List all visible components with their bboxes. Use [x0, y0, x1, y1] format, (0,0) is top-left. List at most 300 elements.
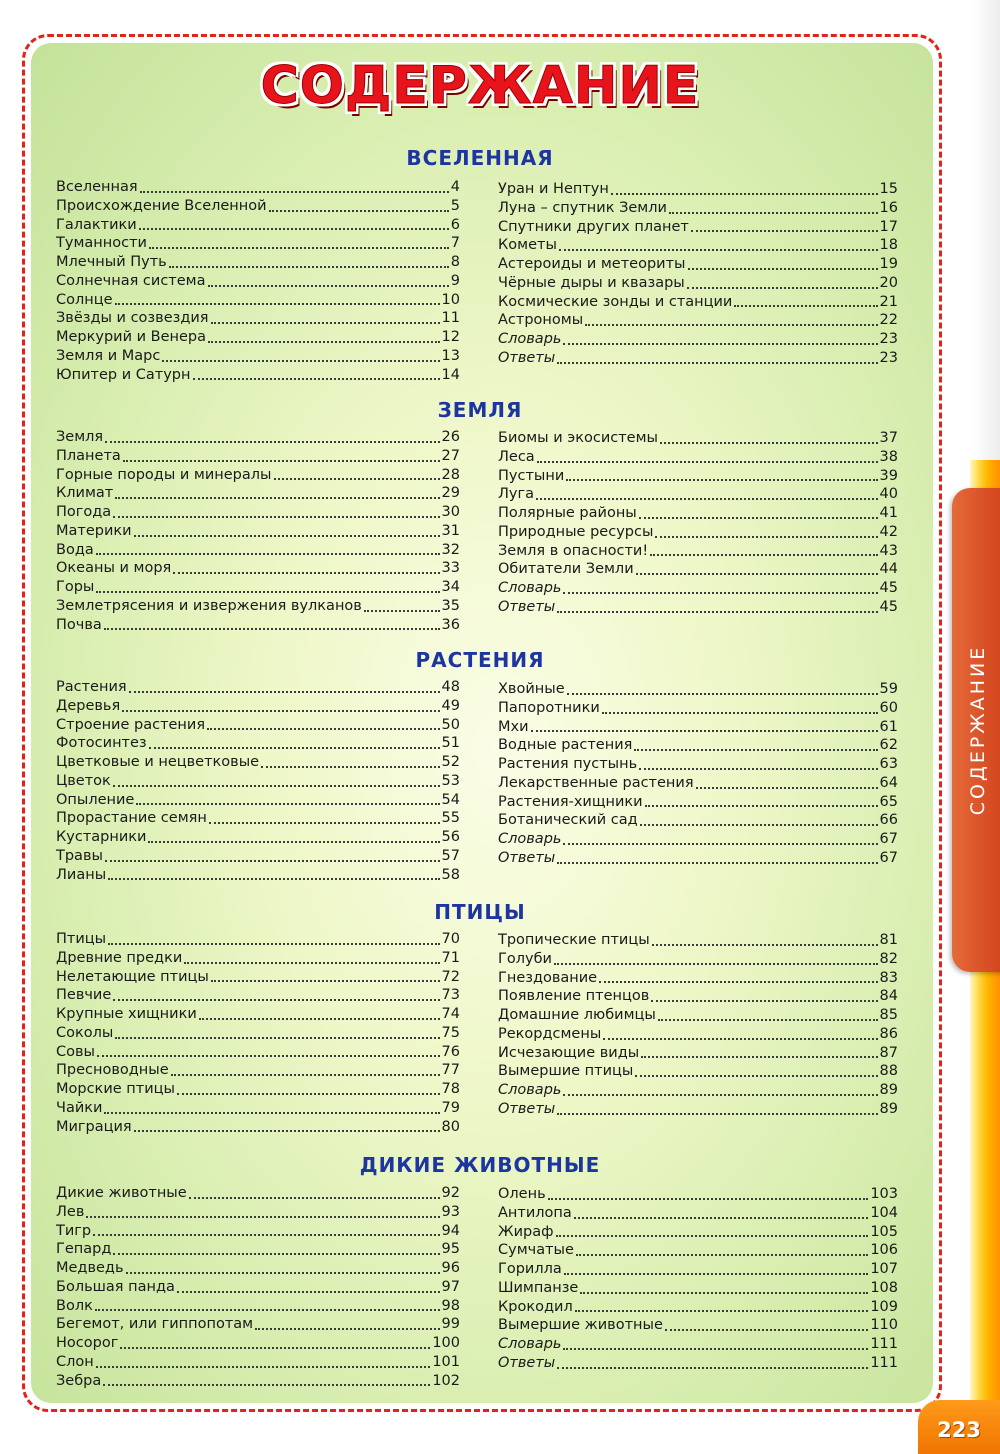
toc-entry[interactable]	[498, 448, 898, 467]
toc-entry[interactable]	[498, 218, 898, 237]
toc-entry-page: 92	[441, 1185, 460, 1201]
toc-entry[interactable]	[56, 1099, 460, 1118]
toc-entry-title: Космические зонды и станции	[498, 293, 733, 310]
toc-entry-page: 89	[879, 1100, 898, 1117]
toc-entry[interactable]	[56, 772, 460, 791]
toc-leader-dots	[636, 572, 878, 575]
toc-entry[interactable]	[498, 1185, 898, 1204]
toc-leader-dots	[640, 823, 878, 826]
toc-entry[interactable]	[56, 1024, 460, 1043]
toc-entry-page: 51	[441, 735, 460, 752]
toc-entry[interactable]	[56, 178, 460, 197]
toc-entry[interactable]	[498, 579, 898, 598]
toc-entry[interactable]	[56, 1043, 460, 1062]
toc-entry-page: 109	[870, 1298, 898, 1315]
toc-leader-dots	[563, 842, 877, 845]
toc-entry-page: 8	[450, 254, 460, 270]
toc-entry-page: 33	[441, 560, 460, 577]
toc-entry[interactable]	[498, 199, 898, 218]
toc-entry-title: Исчезающие виды	[498, 1044, 640, 1061]
toc-entry-title: Земля и Марс	[56, 347, 161, 364]
toc-entry[interactable]	[56, 197, 460, 216]
toc-entry[interactable]	[56, 716, 460, 735]
toc-leader-dots	[665, 1328, 868, 1331]
toc-leader-dots	[274, 477, 440, 480]
toc-entry-title: Миграция	[56, 1118, 132, 1135]
toc-entry-page: 98	[441, 1297, 460, 1314]
toc-entry-page: 26	[441, 429, 460, 445]
toc-entry[interactable]	[498, 1335, 898, 1354]
toc-entry[interactable]	[56, 253, 460, 272]
toc-entry-page: 57	[441, 847, 460, 864]
toc-entry-title: Ботанический сад	[498, 812, 638, 829]
toc-entry[interactable]	[56, 791, 460, 810]
toc-entry-page: 29	[441, 485, 460, 502]
toc-entry[interactable]	[498, 467, 898, 486]
toc-leader-dots	[177, 1290, 440, 1293]
toc-entry[interactable]	[498, 274, 898, 293]
toc-entry[interactable]	[56, 1372, 460, 1391]
toc-entry[interactable]	[498, 349, 898, 368]
toc-entry[interactable]	[56, 1240, 460, 1259]
toc-entry-page: 95	[441, 1241, 460, 1258]
toc-entry-title: Природные ресурсы	[498, 523, 654, 540]
toc-entry-page: 40	[879, 486, 898, 503]
toc-entry-title: Уран и Нептун	[498, 181, 609, 197]
toc-leader-dots	[95, 1308, 440, 1311]
toc-entry[interactable]	[498, 1062, 898, 1081]
toc-entry-title: Вода	[56, 541, 94, 558]
toc-entry-page: 80	[441, 1118, 460, 1135]
toc-entry[interactable]	[498, 931, 898, 950]
toc-leader-dots	[209, 821, 440, 824]
toc-entry[interactable]	[56, 272, 460, 291]
toc-leader-dots	[650, 553, 877, 556]
toc-entry-page: 75	[441, 1024, 460, 1041]
toc-entry-page: 44	[879, 561, 898, 578]
toc-entry-title: Цветок	[56, 772, 111, 789]
toc-entry-title: Словарь	[498, 580, 562, 596]
toc-column-left	[56, 428, 460, 634]
toc-entry-page: 50	[441, 716, 460, 733]
toc-entry[interactable]	[498, 830, 898, 849]
toc-entry[interactable]	[56, 1184, 460, 1203]
toc-entry[interactable]	[56, 1353, 460, 1372]
toc-entry-page: 96	[441, 1260, 460, 1276]
toc-entry[interactable]	[56, 809, 460, 828]
toc-entry[interactable]	[56, 447, 460, 466]
toc-entry[interactable]	[498, 1279, 898, 1298]
section-title: ЗЕМЛЯ	[437, 398, 523, 422]
toc-leader-dots	[177, 1092, 440, 1095]
toc-leader-dots	[134, 534, 440, 537]
toc-leader-dots	[207, 727, 439, 730]
toc-entry[interactable]	[498, 680, 898, 699]
toc-entry-page: 21	[879, 293, 898, 310]
toc-entry-page: 70	[441, 931, 460, 947]
toc-entry-page: 66	[879, 812, 898, 829]
toc-leader-dots	[149, 746, 440, 749]
toc-leader-dots	[575, 1309, 869, 1312]
toc-entry-title: Сумчатые	[498, 1242, 574, 1259]
toc-entry[interactable]	[498, 485, 898, 504]
toc-leader-dots	[93, 1233, 439, 1236]
toc-leader-dots	[113, 784, 440, 787]
toc-entry-page: 36	[441, 616, 460, 633]
toc-entry-title: Жираф	[498, 1223, 554, 1240]
toc-entry-page: 38	[879, 448, 898, 465]
toc-entry-page: 111	[870, 1336, 898, 1352]
toc-entry[interactable]	[498, 969, 898, 988]
toc-entry-page: 45	[879, 580, 898, 596]
toc-entry-page: 5	[450, 197, 460, 214]
toc-leader-dots	[563, 342, 877, 345]
toc-entry[interactable]	[498, 1260, 898, 1279]
toc-leader-dots	[104, 627, 440, 630]
toc-leader-dots	[557, 1112, 877, 1115]
toc-entry-title: Цветковые и нецветковые	[56, 754, 260, 770]
toc-entry[interactable]	[498, 523, 898, 542]
toc-entry[interactable]	[498, 504, 898, 523]
toc-entry[interactable]	[56, 968, 460, 987]
toc-entry-title: Шимпанзе	[498, 1279, 579, 1296]
toc-leader-dots	[211, 321, 440, 324]
toc-leader-dots	[576, 1253, 868, 1256]
toc-leader-dots	[96, 1365, 431, 1368]
toc-entry[interactable]	[56, 291, 460, 310]
toc-entry[interactable]	[498, 987, 898, 1006]
toc-entry-title: Певчие	[56, 987, 112, 1004]
toc-entry-title: Астрономы	[498, 312, 584, 329]
toc-entry[interactable]	[498, 180, 898, 199]
toc-column-right	[498, 680, 898, 868]
toc-entry-page: 9	[450, 272, 460, 289]
toc-entry[interactable]	[56, 1278, 460, 1297]
toc-entry[interactable]	[56, 541, 460, 560]
toc-leader-dots	[734, 304, 877, 307]
toc-leader-dots	[113, 998, 439, 1001]
toc-entry-title: Горы	[56, 579, 95, 595]
toc-leader-dots	[139, 227, 449, 230]
toc-entry[interactable]	[56, 986, 460, 1005]
toc-entry[interactable]	[498, 1025, 898, 1044]
toc-column-left	[56, 930, 460, 1136]
toc-entry-page: 76	[441, 1043, 460, 1060]
toc-entry[interactable]	[56, 578, 460, 597]
toc-entry[interactable]	[498, 330, 898, 349]
toc-entry-title: Большая панда	[56, 1278, 175, 1295]
toc-entry-page: 32	[441, 541, 460, 558]
toc-entry-page: 16	[879, 199, 898, 216]
toc-entry[interactable]	[56, 616, 460, 635]
toc-entry-title: Гнездование	[498, 969, 598, 986]
toc-leader-dots	[563, 1347, 868, 1350]
toc-entry-page: 54	[441, 791, 460, 808]
toc-entry-page: 43	[879, 542, 898, 559]
toc-entry-page: 10	[441, 291, 460, 308]
toc-entry[interactable]	[498, 1354, 898, 1373]
toc-entry-title: Ответы	[498, 849, 556, 866]
toc-leader-dots	[123, 459, 440, 462]
toc-entry-page: 41	[879, 505, 898, 521]
toc-entry-title: Гепард	[56, 1241, 112, 1258]
toc-leader-dots	[557, 610, 877, 613]
toc-entry[interactable]	[498, 1100, 898, 1119]
toc-leader-dots	[115, 302, 440, 305]
toc-entry-page: 7	[450, 235, 460, 252]
toc-entry[interactable]	[498, 1204, 898, 1223]
toc-entry[interactable]	[498, 293, 898, 312]
toc-entry-page: 65	[879, 793, 898, 810]
toc-entry-page: 67	[879, 831, 898, 847]
toc-entry[interactable]	[498, 849, 898, 868]
toc-leader-dots	[548, 1197, 869, 1200]
toc-entry-page: 82	[879, 950, 898, 967]
toc-leader-dots	[557, 1366, 868, 1369]
toc-entry[interactable]	[498, 950, 898, 969]
toc-leader-dots	[651, 999, 877, 1002]
toc-entry[interactable]	[56, 847, 460, 866]
toc-entry[interactable]	[56, 949, 460, 968]
toc-leader-dots	[173, 571, 439, 574]
toc-entry-title: Биомы и экосистемы	[498, 430, 658, 446]
section-title: РАСТЕНИЯ	[415, 648, 545, 672]
toc-entry-title: Леса	[498, 448, 535, 465]
toc-column-right	[498, 180, 898, 368]
toc-entry-title: Голуби	[498, 950, 552, 967]
toc-entry-title: Океаны и моря	[56, 560, 172, 577]
toc-entry-title: Звёзды и созвездия	[56, 310, 209, 327]
toc-entry-title: Бегемот, или гиппопотам	[56, 1316, 254, 1333]
toc-entry[interactable]	[56, 503, 460, 522]
toc-entry-title: Волк	[56, 1297, 93, 1314]
toc-entry[interactable]	[498, 718, 898, 737]
toc-entry[interactable]	[56, 1259, 460, 1278]
toc-entry[interactable]	[56, 678, 460, 697]
toc-entry[interactable]	[56, 753, 460, 772]
toc-column-left	[56, 678, 460, 884]
toc-entry[interactable]	[56, 1203, 460, 1222]
toc-entry[interactable]	[56, 597, 460, 616]
toc-entry-title: Лекарственные растения	[498, 774, 694, 791]
toc-column-right	[498, 1185, 898, 1373]
toc-entry[interactable]	[56, 1297, 460, 1316]
toc-entry[interactable]	[498, 542, 898, 561]
toc-entry[interactable]	[56, 484, 460, 503]
toc-entry-page: 20	[879, 274, 898, 291]
toc-leader-dots	[255, 1327, 439, 1330]
toc-entry[interactable]	[56, 216, 460, 235]
toc-entry-title: Антилопа	[498, 1204, 572, 1221]
toc-entry[interactable]	[56, 428, 460, 447]
toc-entry-title: Кометы	[498, 237, 557, 254]
toc-leader-dots	[105, 440, 439, 443]
toc-entry[interactable]	[56, 347, 460, 366]
toc-entry-title: Чайки	[56, 1099, 103, 1116]
toc-leader-dots	[563, 591, 877, 594]
toc-leader-dots	[537, 460, 878, 463]
toc-entry[interactable]	[498, 429, 898, 448]
toc-entry-title: Земля	[56, 429, 104, 445]
toc-entry[interactable]	[498, 755, 898, 774]
toc-entry-page: 87	[879, 1044, 898, 1061]
toc-leader-dots	[639, 516, 878, 519]
toc-entry-title: Соколы	[56, 1024, 114, 1041]
toc-leader-dots	[86, 1215, 439, 1218]
toc-entry-page: 67	[879, 849, 898, 866]
toc-entry-title: Обитатели Земли	[498, 561, 634, 578]
toc-leader-dots	[691, 229, 878, 232]
toc-entry[interactable]	[498, 1044, 898, 1063]
toc-entry-title: Туманности	[56, 235, 147, 252]
toc-entry[interactable]	[498, 1241, 898, 1260]
toc-leader-dots	[660, 441, 878, 444]
toc-entry[interactable]	[56, 366, 460, 385]
toc-entry-page: 37	[879, 430, 898, 446]
toc-entry-page: 52	[441, 754, 460, 770]
toc-entry[interactable]	[498, 1006, 898, 1025]
toc-entry-page: 18	[879, 237, 898, 254]
toc-entry-page: 58	[441, 866, 460, 883]
toc-entry-title: Спутники других планет	[498, 218, 689, 235]
toc-leader-dots	[611, 192, 878, 195]
toc-entry[interactable]	[498, 311, 898, 330]
toc-leader-dots	[635, 1074, 877, 1077]
toc-entry-page: 105	[870, 1223, 898, 1240]
toc-leader-dots	[148, 840, 439, 843]
toc-entry-page: 78	[441, 1081, 460, 1097]
toc-leader-dots	[574, 1216, 869, 1219]
toc-entry-title: Землетрясения и извержения вулканов	[56, 597, 362, 614]
toc-entry-page: 62	[879, 737, 898, 754]
toc-entry-page: 42	[879, 523, 898, 540]
toc-entry[interactable]	[56, 559, 460, 578]
toc-entry[interactable]	[498, 793, 898, 812]
toc-leader-dots	[149, 246, 449, 249]
toc-entry[interactable]	[498, 1298, 898, 1317]
toc-entry-title: Полярные районы	[498, 505, 637, 521]
toc-entry[interactable]	[498, 598, 898, 617]
toc-entry[interactable]	[498, 560, 898, 579]
toc-leader-dots	[641, 1055, 877, 1058]
toc-entry-title: Ответы	[498, 598, 556, 615]
toc-leader-dots	[567, 692, 878, 695]
toc-entry[interactable]	[498, 1081, 898, 1100]
toc-entry[interactable]	[498, 699, 898, 718]
toc-entry-title: Растения пустынь	[498, 756, 638, 772]
toc-entry[interactable]	[56, 697, 460, 716]
toc-entry-page: 27	[441, 447, 460, 464]
toc-entry-page: 22	[879, 312, 898, 329]
toc-leader-dots	[115, 496, 439, 499]
toc-entry-title: Древние предки	[56, 949, 183, 966]
toc-entry-title: Ответы	[498, 1354, 556, 1371]
toc-entry-title: Луна – спутник Земли	[498, 199, 667, 216]
toc-entry-title: Чёрные дыры и квазары	[498, 274, 685, 291]
toc-leader-dots	[556, 1234, 869, 1237]
toc-entry[interactable]	[56, 1118, 460, 1137]
toc-entry[interactable]	[498, 236, 898, 255]
toc-entry-title: Мхи	[498, 718, 529, 735]
toc-entry-title: Растения	[56, 679, 127, 695]
toc-entry-title: Травы	[56, 847, 103, 864]
toc-entry-page: 56	[441, 829, 460, 845]
toc-entry-title: Крупные хищники	[56, 1006, 197, 1022]
toc-leader-dots	[559, 248, 878, 251]
toc-entry-page: 23	[879, 349, 898, 366]
toc-entry[interactable]	[56, 1222, 460, 1241]
toc-entry-title: Горилла	[498, 1261, 562, 1277]
toc-leader-dots	[108, 877, 439, 880]
toc-entry-title: Совы	[56, 1043, 95, 1060]
toc-entry[interactable]	[498, 1316, 898, 1335]
toc-leader-dots	[602, 711, 878, 714]
toc-entry[interactable]	[56, 866, 460, 885]
toc-entry[interactable]	[56, 234, 460, 253]
toc-leader-dots	[189, 1196, 440, 1199]
toc-entry[interactable]	[56, 1334, 460, 1353]
toc-leader-dots	[557, 861, 877, 864]
toc-leader-dots	[129, 690, 440, 693]
toc-entry-title: Дикие животные	[56, 1185, 187, 1201]
toc-entry-page: 104	[870, 1204, 898, 1221]
toc-entry-title: Опыление	[56, 791, 135, 808]
toc-entry[interactable]	[498, 255, 898, 274]
toc-entry[interactable]	[56, 1315, 460, 1334]
toc-entry-title: Погода	[56, 504, 112, 520]
toc-leader-dots	[120, 1346, 430, 1349]
toc-entry-title: Домашние любимцы	[498, 1007, 656, 1023]
toc-entry[interactable]	[498, 1223, 898, 1242]
toc-entry-title: Планета	[56, 447, 121, 464]
toc-leader-dots	[208, 340, 440, 343]
toc-entry[interactable]	[56, 466, 460, 485]
toc-entry[interactable]	[498, 811, 898, 830]
toc-leader-dots	[645, 804, 878, 807]
toc-entry[interactable]	[498, 774, 898, 793]
toc-entry-page: 100	[432, 1335, 460, 1351]
toc-entry-title: Горные породы и минералы	[56, 466, 272, 483]
toc-entry-title: Солнце	[56, 291, 113, 308]
toc-entry[interactable]	[56, 1080, 460, 1099]
side-tab-label: СОДЕРЖАНИЕ	[967, 644, 989, 816]
toc-leader-dots	[126, 1271, 440, 1274]
toc-entry[interactable]	[56, 328, 460, 347]
section-title: ПТИЦЫ	[434, 900, 526, 924]
toc-leader-dots	[563, 1093, 877, 1096]
toc-entry-title: Растения-хищники	[498, 793, 643, 810]
toc-entry-page: 17	[879, 218, 898, 235]
toc-entry-title: Меркурий и Венера	[56, 329, 207, 345]
toc-entry[interactable]	[56, 734, 460, 753]
toc-entry[interactable]	[56, 828, 460, 847]
toc-entry-page: 79	[441, 1099, 460, 1116]
toc-entry[interactable]	[498, 736, 898, 755]
toc-entry[interactable]	[56, 522, 460, 541]
toc-entry-title: Деревья	[56, 697, 121, 714]
toc-entry-title: Прорастание семян	[56, 810, 207, 827]
toc-entry[interactable]	[56, 1061, 460, 1080]
toc-entry[interactable]	[56, 1005, 460, 1024]
toc-entry[interactable]	[56, 309, 460, 328]
toc-leader-dots	[531, 729, 878, 732]
toc-entry[interactable]	[56, 930, 460, 949]
toc-column-right	[498, 931, 898, 1119]
toc-entry-title: Олень	[498, 1186, 546, 1202]
toc-entry-title: Нелетающие птицы	[56, 968, 209, 985]
toc-entry-title: Вымершие животные	[498, 1317, 663, 1334]
toc-leader-dots	[103, 1383, 430, 1386]
